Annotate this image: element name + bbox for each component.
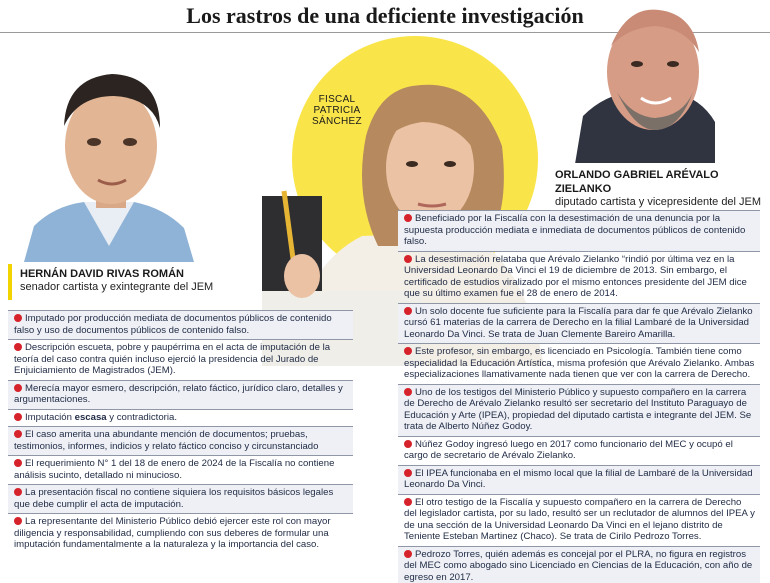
list-item-text: Pedrozo Torres, quién además es concejal por el PLRA, no figura en registros del MEC como abogado sino Licenciado en Ciencias de la Educación, con año de egreso en 2017.	[404, 548, 753, 583]
list-item	[8, 455, 353, 484]
list-item	[398, 494, 760, 546]
list-item	[8, 339, 353, 380]
list-item-text: y contradictoria.	[106, 411, 178, 423]
list-item-text: Imputado por producción mediata de documentos públicos de contenido falso y uso de documentos públicos de contenido falso.	[14, 313, 332, 336]
person-role: senador cartista y exintegrante del JEM	[20, 281, 214, 293]
list-item-text: Imputación	[25, 411, 75, 423]
fiscal-label	[306, 94, 368, 127]
list-item	[8, 409, 353, 427]
list-item-text: El IPEA funcionaba en el mismo local que la filial de Lambaré de la Universidad Leonardo Da Vinci.	[404, 467, 753, 490]
list-item	[398, 384, 760, 436]
page-title: Los rastros de una deficiente investigación	[186, 3, 584, 28]
person-role: diputado cartista y vicepresidente del JEM	[555, 196, 762, 208]
list-item	[398, 343, 760, 384]
bullet-icon	[14, 517, 22, 525]
bullet-icon	[404, 255, 412, 263]
person-name: ORLANDO GABRIEL ARÉVALO ZIELANKO	[555, 169, 719, 195]
right-bullet-list	[398, 210, 760, 583]
list-item-text: Descripción escueta, pobre y paupérrima en el acta de imputación de la teoría del caso contra quién incluso ejerció la presidencia del Jurado de Enjuiciamiento de Magistrados (JEM).	[14, 342, 331, 376]
list-item	[398, 210, 760, 251]
list-item-text: Núñez Godoy ingresó luego en 2017 como funcionario del MEC y ocupó el cargo de secretario de Arévalo Zielanko.	[404, 438, 733, 461]
bullet-icon	[14, 488, 22, 496]
bullet-icon	[14, 413, 22, 421]
bullet-icon	[404, 347, 412, 355]
list-item-text: Uno de los testigos del Ministerio Público y supuesto compañero en la carrera de Derecho de Arévalo Zielanko resultó ser secretario del Instituto Paraguayo de Educación y Arte (IPEA), propiedad del diputado cartista e integrante del JEM. Se trata de Alberto Núñez Godoy.	[404, 386, 752, 432]
list-item-text: La presentación fiscal no contiene siquiera los requisitos básicos legales que debe cumplir el acta de imputación.	[14, 487, 334, 510]
bullet-icon	[404, 440, 412, 448]
list-item	[398, 546, 760, 583]
list-item	[398, 251, 760, 303]
list-item-text: Merecía mayor esmero, descripción, relato fáctico, jurídico claro, detalles y argumentaciones.	[14, 382, 343, 405]
list-item-text: Un solo docente fue suficiente para la Fiscalía para dar fe que Arévalo Zielanko cursó 61 materias de la carrera de Derecho en la filial Lambaré de la Universidad Leonardo Da Vinci. Se trata de Juan Clemente Bareiro Amarilla.	[404, 305, 753, 340]
bullet-icon	[404, 498, 412, 506]
bullet-icon	[404, 307, 412, 315]
bullet-icon	[404, 214, 412, 222]
list-item-text: El requerimiento N° 1 del 18 de enero de 2024 de la Fiscalía no contiene análisis sucinto, detallado ni minucioso.	[14, 458, 335, 481]
list-item-text: Beneficiado por la Fiscalía con la desestimación de una denuncia por la supuesta producción mediata e inmediata de documentos públicos de contenido falso.	[404, 213, 746, 247]
list-item	[8, 310, 353, 339]
list-item	[8, 380, 353, 409]
bullet-icon	[404, 469, 412, 477]
photo-hernan-rivas	[14, 56, 200, 262]
name-box-orlando	[545, 163, 770, 208]
list-item	[398, 465, 760, 494]
bullet-icon	[14, 459, 22, 467]
left-bullet-list	[8, 310, 353, 554]
list-item-text: La representante del Ministerio Público debió ejercer este rol con mayor diligencia y responsabilidad, cumpliendo con sus deberes de formular una imputación fundamentalmente a la naturaleza y la importancia del caso.	[14, 516, 331, 550]
fiscal-label-line: SÁNCHEZ	[312, 116, 362, 127]
list-item	[8, 484, 353, 513]
bullet-icon	[14, 343, 22, 351]
list-item-text: El caso amerita una abundante mención de documentos; pruebas, testimonios, informes, indicios y relato fáctico conciso y circunstanciado	[14, 429, 319, 452]
list-item-text: La desestimación relataba que Arévalo Zielanko “rindió por última vez en la Universidad Leonardo Da Vinci el 19 de diciembre de 2013. Sin embargo, el certificado de estudios viralizado por el mismo entonces presidente del JEM dice que su último examen fue el 28 de enero de 2014.	[404, 253, 747, 299]
name-box-hernan	[8, 262, 216, 306]
bullet-icon	[404, 550, 412, 558]
list-item-text: El otro testigo de la Fiscalía y supuesto compañero en la carrera de Derecho del legislador cartista, por su lado, resultó ser un reclutador de alumnos del IPEA y de una sección de la Universidad Leonardo Da Vinci en el lejano distrito de Teniente Esteban Martinez (Chaco). Se trata de Cirilo Pedrozo Torres.	[404, 496, 755, 542]
fiscal-label-line: FISCAL	[318, 94, 356, 105]
yellow-accent-bar	[8, 264, 12, 300]
list-item	[8, 513, 353, 554]
photo-orlando-arevalo	[575, 6, 715, 164]
bullet-icon	[14, 430, 22, 438]
list-item	[398, 436, 760, 465]
fiscal-label-line: PATRICIA	[313, 105, 361, 116]
person-name: HERNÁN DAVID RIVAS ROMÁN	[20, 268, 184, 280]
list-item	[398, 303, 760, 344]
list-item	[8, 426, 353, 455]
bullet-icon	[404, 388, 412, 396]
bullet-icon	[14, 384, 22, 392]
list-item-emphasis: escasa	[74, 411, 107, 423]
bullet-icon	[14, 314, 22, 322]
list-item-text: Este profesor, sin embargo, es licenciado en Psicología. También tiene como especialidad la Educación Artística, misma profesión que Arévalo Zielanko. Ambas especializaciones llamativamente nada tienen que ver con la carrera de Derecho.	[404, 346, 755, 380]
